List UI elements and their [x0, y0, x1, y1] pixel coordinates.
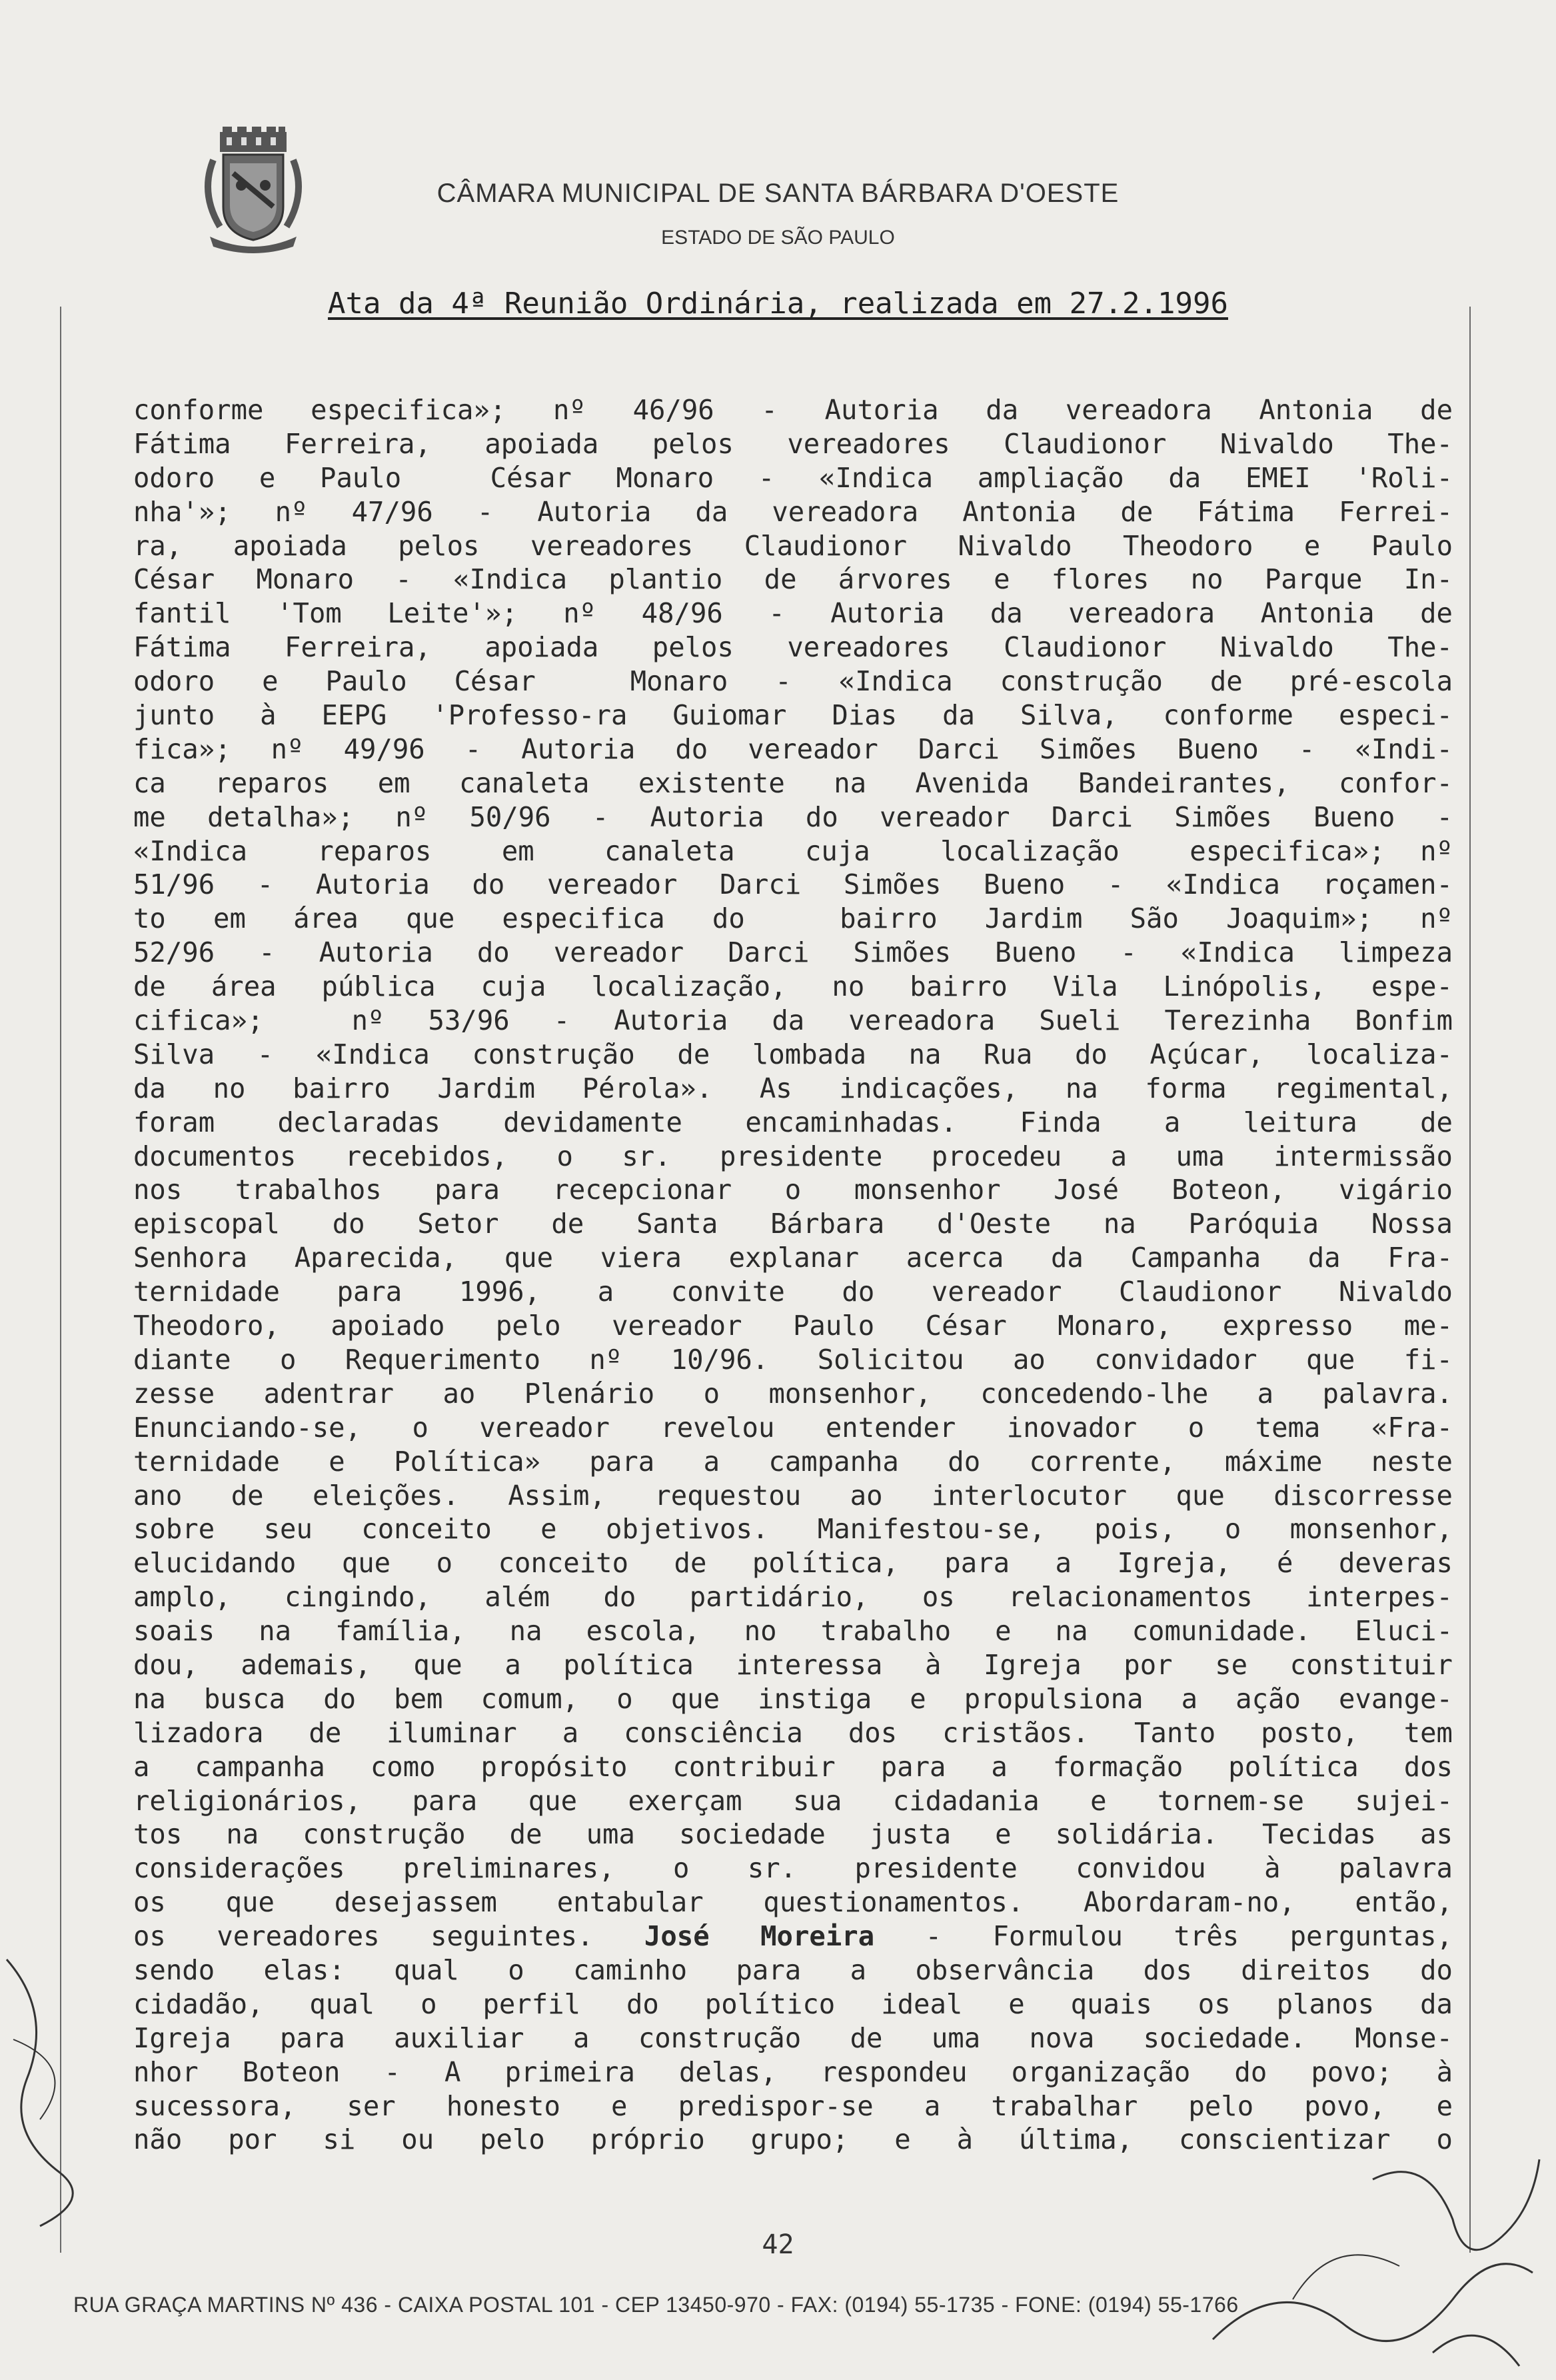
body-line: tos na construção de uma sociedade justa e solidária. Tecidas as [133, 1818, 1453, 1851]
body-line: soais na família, na escola, no trabalho e na comunidade. Eluci- [133, 1615, 1453, 1648]
body-line: odoro e Paulo César Monaro - «Indica ampliação da EMEI 'Roli- [133, 461, 1453, 494]
signature-mark [0, 1933, 107, 2233]
body-line: sucessora, ser honesto e predispor-se a trabalhar pelo povo, e [133, 2089, 1453, 2122]
body-line: na busca do bem comum, o que instiga e propulsiona a ação evange- [133, 1682, 1453, 1715]
body-line: odoro e Paulo César Monaro - «Indica construção de pré-escola [133, 665, 1453, 698]
body-line: ano de eleições. Assim, requestou ao interlocutor que discorresse [133, 1479, 1453, 1512]
body-line: amplo, cingindo, além do partidário, os relacionamentos interpes- [133, 1581, 1453, 1614]
body-line: de área pública cuja localização, no bairro Vila Linópolis, espe- [133, 970, 1453, 1003]
body-line: cidadão, qual o perfil do político ideal e quais os planos da [133, 1987, 1453, 2020]
body-line: sendo elas: qual o caminho para a observância dos direitos do [133, 1953, 1453, 1986]
body-line: Enunciando-se, o vereador revelou entender inovador o tema «Fra- [133, 1411, 1453, 1444]
body-line: fantil 'Tom Leite'»; nº 48/96 - Autoria da vereadora Antonia de [133, 597, 1453, 630]
body-line: da no bairro Jardim Pérola». As indicações, na forma regimental, [133, 1072, 1453, 1104]
body-line: nhor Boteon - A primeira delas, respondeu organização do povo; à [133, 2055, 1453, 2088]
institution-name: CÂMARA MUNICIPAL DE SANTA BÁRBARA D'OESTE [436, 179, 1120, 208]
body-line: «Indica reparos em canaleta cuja localização especifica»; nº [133, 834, 1453, 867]
speaker-name: José Moreira [644, 1920, 875, 1953]
page-number: 42 [762, 2229, 794, 2260]
body-line-mixed [133, 1919, 1453, 1953]
footer-address: RUA GRAÇA MARTINS Nº 436 - CAIXA POSTAL 101 - CEP 13450-970 - FAX: (0194) 55-1735 - FONE: (0194) 55-1766 [73, 2293, 1239, 2317]
body-line: Theodoro, apoiado pelo vereador Paulo César Monaro, expresso me- [133, 1310, 1453, 1342]
body-line: foram declaradas devidamente encaminhadas. Finda a leitura de [133, 1106, 1453, 1138]
body-line: 51/96 - Autoria do vereador Darci Simões Bueno - «Indica roçamen- [133, 868, 1453, 901]
body-line: 52/96 - Autoria do vereador Darci Simões Bueno - «Indica limpeza [133, 936, 1453, 969]
body-line: lizadora de iluminar a consciência dos cristãos. Tanto posto, tem [133, 1716, 1453, 1749]
body-line-end: - Formulou três perguntas, [874, 1920, 1453, 1953]
body-line: sobre seu conceito e objetivos. Manifestou-se, pois, o monsenhor, [133, 1513, 1453, 1546]
body-line: elucidando que o conceito de política, para a Igreja, é deveras [133, 1547, 1453, 1580]
body-line: Fátima Ferreira, apoiada pelos vereadores Claudionor Nivaldo The- [133, 631, 1453, 664]
body-line: junto à EEPG 'Professo-ra Guiomar Dias da Silva, conforme especi- [133, 699, 1453, 732]
body-line: diante o Requerimento nº 10/96. Solicitou ao convidador que fi- [133, 1343, 1453, 1376]
body-line: religionários, para que exerçam sua cidadania e tornem-se sujei- [133, 1784, 1453, 1817]
body-line: Senhora Aparecida, que viera explanar acerca da Campanha da Fra- [133, 1242, 1453, 1274]
body-line: ca reparos em canaleta existente na Avenida Bandeirantes, confor- [133, 766, 1453, 799]
signature-mark [1199, 2099, 1546, 2379]
body-line: nos trabalhos para recepcionar o monsenhor José Boteon, vigário [133, 1174, 1453, 1206]
body-line: conforme especifica»; nº 46/96 - Autoria da vereadora Antonia de [133, 394, 1453, 426]
body-line: César Monaro - «Indica plantio de árvores e flores no Parque In- [133, 563, 1453, 596]
body-line: considerações preliminares, o sr. presidente convidou à palavra [133, 1852, 1453, 1885]
body-line: Silva - «Indica construção de lombada na Rua do Açúcar, localiza- [133, 1038, 1453, 1070]
document-title: Ata da 4ª Reunião Ordinária, realizada em 27.2.1996 [327, 287, 1228, 321]
body-line: nha'»; nº 47/96 - Autoria da vereadora Antonia de Fátima Ferrei- [133, 495, 1453, 528]
body-line-start: os vereadores seguintes. [133, 1920, 644, 1953]
body-line: Igreja para auxiliar a construção de uma nova sociedade. Monse- [133, 2021, 1453, 2054]
body-line: me detalha»; nº 50/96 - Autoria do vereador Darci Simões Bueno - [133, 800, 1453, 833]
body-line: Fátima Ferreira, apoiada pelos vereadores Claudionor Nivaldo The- [133, 427, 1453, 460]
body-line: to em área que especifica do bairro Jardim São Joaquim»; nº [133, 902, 1453, 935]
body-line: fica»; nº 49/96 - Autoria do vereador Darci Simões Bueno - «Indi- [133, 732, 1453, 765]
body-line: episcopal do Setor de Santa Bárbara d'Oeste na Paróquia Nossa [133, 1208, 1453, 1240]
body-line: os que desejassem entabular questionamentos. Abordaram-no, então, [133, 1886, 1453, 1919]
body-line: ra, apoiada pelos vereadores Claudionor Nivaldo Theodoro e Paulo [133, 529, 1453, 562]
body-line: não por si ou pelo próprio grupo; e à última, conscientizar o [133, 2123, 1453, 2156]
body-line: dou, ademais, que a política interessa à Igreja por se constituir [133, 1648, 1453, 1681]
document-body [133, 393, 1453, 2157]
state-name: ESTADO DE SÃO PAULO [661, 227, 895, 249]
body-line: ternidade para 1996, a convite do vereador Claudionor Nivaldo [133, 1276, 1453, 1308]
body-line: ternidade e Política» para a campanha do corrente, máxime neste [133, 1445, 1453, 1478]
body-line: a campanha como propósito contribuir para a formação política dos [133, 1750, 1453, 1783]
body-line: zesse adentrar ao Plenário o monsenhor, concedendo-lhe a palavra. [133, 1377, 1453, 1410]
body-line: cifica»; nº 53/96 - Autoria da vereadora Sueli Terezinha Bonfim [133, 1004, 1453, 1037]
right-margin-rule [1469, 307, 1471, 2253]
body-line: documentos recebidos, o sr. presidente procedeu a uma intermissão [133, 1140, 1453, 1172]
